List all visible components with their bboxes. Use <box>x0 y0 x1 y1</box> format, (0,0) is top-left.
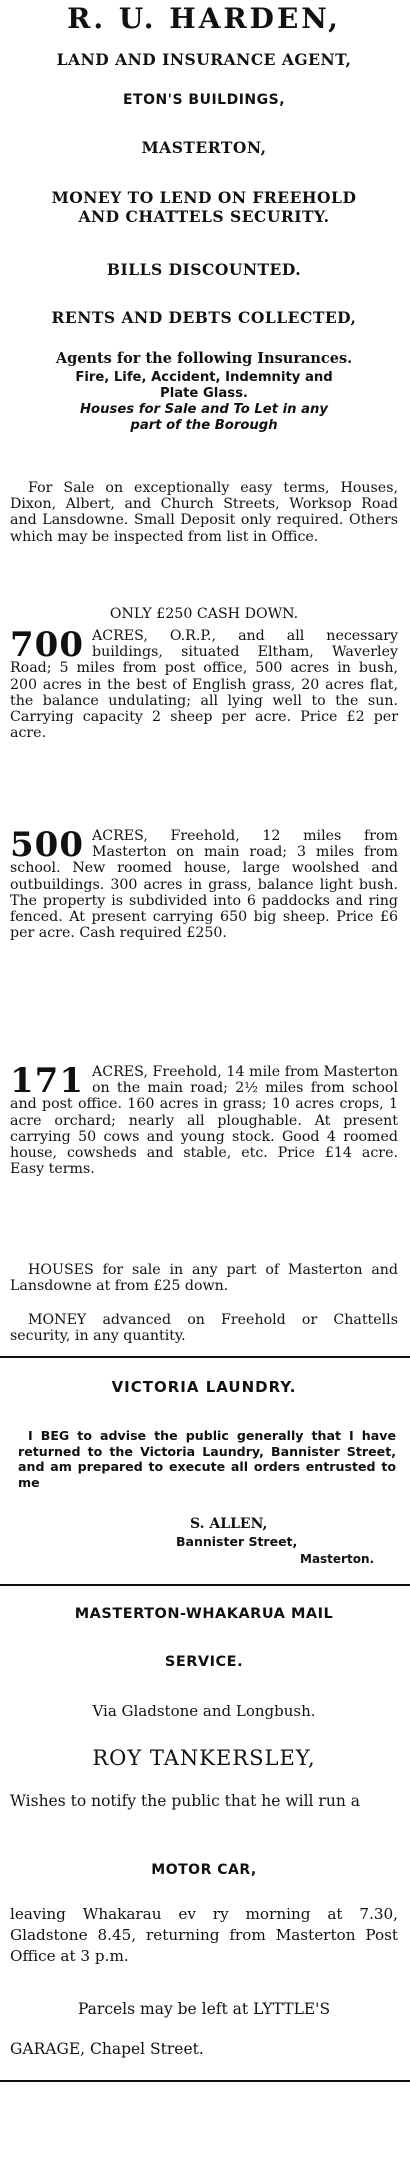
bills-discounted: BILLS DISCOUNTED. <box>106 260 302 279</box>
schedule-text: leaving Whakarau ev ry morning at 7.30, Gladstone 8.45, returning from Masterton Post Office at 3 p.m. <box>10 1905 398 1965</box>
parcels-text: Parcels may be left at LYTTLE'S <box>77 2000 331 2018</box>
listing-500 <box>10 825 398 942</box>
via-route: Via Gladstone and Longbush. <box>92 1702 316 1720</box>
listing-171-text: ACRES, Freehold, 14 mile from Masterton on the main road; 2½ miles from school and post office. 160 acres in grass; 10 acres crops, 1 acre orchard; nearly all ploughable. At present carrying 50 cows and young stock. Good 4 roomed house, cowsheds and stable, etc. Price £14 acre. Easy terms. <box>10 1064 398 1178</box>
insurances-line-1: Fire, Life, Accident, Indemnity and <box>75 370 333 385</box>
money-line-1: MONEY TO LEND ON FREEHOLD <box>51 188 357 207</box>
listing-700-text: ACRES, O.R.P., and all necessary buildings, situated Eltham, Waverley Road; 5 miles from post office, 500 acres in bush, 200 acres in the best of English grass, 20 acres flat, the balance undulating; all lying well to the sun. Carrying capacity 2 sheep per acre. Price £2 per acre. <box>10 628 398 742</box>
agents-intro: Agents for the following Insurances. <box>55 350 353 367</box>
operator-name: ROY TANKERSLEY, <box>92 1746 316 1770</box>
money-to-lend <box>10 188 398 226</box>
laundry-text: I BEG to advise the public generally that I have returned to the Victoria Laundry, Bannister Street, and am prepared to execute all orders entrusted to me <box>18 1428 396 1490</box>
listing-700 <box>10 625 398 742</box>
laundry-signature-name: S. ALLEN, <box>190 1516 268 1532</box>
town-name: MASTERTON, <box>141 138 267 157</box>
listing-171 <box>10 1061 398 1178</box>
garage-text: GARAGE, Chapel Street. <box>10 2040 204 2058</box>
advertiser-name: R. U. HARDEN, <box>67 2 341 35</box>
ad-divider-3 <box>0 2080 410 2082</box>
money-advanced: MONEY advanced on Freehold or Chattells security, in any quantity. <box>10 1312 398 1345</box>
cash-down: ONLY £250 CASH DOWN. <box>109 606 299 622</box>
ad-divider-1 <box>0 1356 410 1358</box>
listing-700-number: 700 <box>10 625 84 665</box>
houses-line-2: part of the Borough <box>130 418 278 433</box>
listing-500-text: ACRES, Freehold, 12 miles from Masterton on main road; 3 miles from school. New roomed house, large woolshed and outbuildings. 300 acres in grass, balance light bush. The property is subdivided into 6 paddocks and ring fenced. At present carrying 650 big sheep. Price £6 per acre. Cash required £250. <box>10 828 398 942</box>
mail-service-title-1: MASTERTON-WHAKARUA MAIL <box>74 1606 334 1622</box>
houses-line-1: Houses for Sale and To Let in any <box>80 402 328 417</box>
building-name: ETON'S BUILDINGS, <box>122 92 286 108</box>
laundry-title: VICTORIA LAUNDRY. <box>111 1378 297 1396</box>
houses-sale: HOUSES for sale in any part of Masterton and Lansdowne at from £25 down. <box>10 1262 398 1295</box>
laundry-signature-town: Masterton. <box>300 1552 375 1566</box>
listing-500-number: 500 <box>10 825 84 865</box>
motor-car: MOTOR CAR, <box>151 1862 257 1878</box>
listing-171-number: 171 <box>10 1061 84 1101</box>
money-line-2: AND CHATTELS SECURITY. <box>78 207 330 226</box>
ad-divider-2 <box>0 1584 410 1586</box>
laundry-signature-street: Bannister Street, <box>176 1534 298 1549</box>
advertiser-role: LAND AND INSURANCE AGENT, <box>56 50 352 69</box>
for-sale-paragraph: For Sale on exceptionally easy terms, Houses, Dixon, Albert, and Church Streets, Worksop Road and Lansdowne. Small Deposit only required. Others which may be inspected from list in Office. <box>10 480 398 545</box>
mail-service-title-2: SERVICE. <box>164 1654 244 1670</box>
rents-collected: RENTS AND DEBTS COLLECTED, <box>51 308 357 327</box>
insurances-line-2: Plate Glass. <box>160 386 248 401</box>
notify-text: Wishes to notify the public that he will run a <box>10 1792 360 1810</box>
